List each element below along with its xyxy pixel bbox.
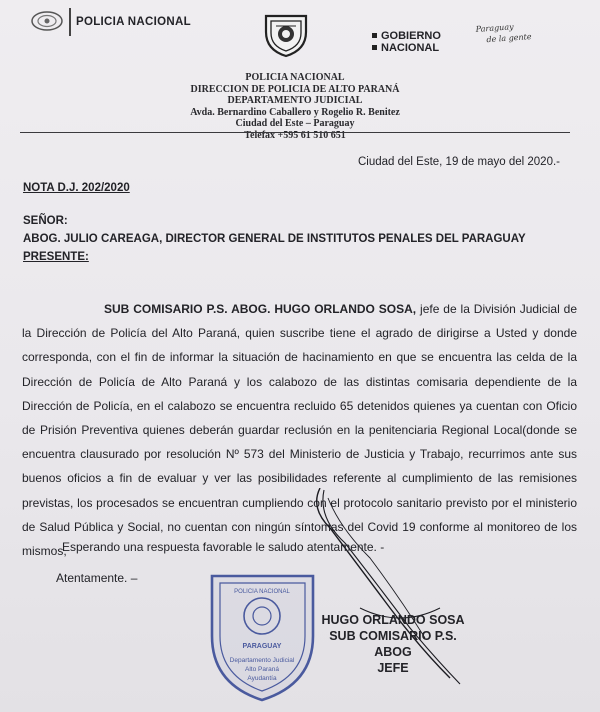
slogan-line-2: de la gente [486,32,532,45]
stamp-line-3: Ayudantía [247,675,277,682]
signer-title: JEFE [377,661,409,675]
letterhead-rule [20,132,570,133]
stamp-line-1: Departamento Judicial [229,657,295,664]
header-institution-label: POLICIA NACIONAL [76,16,191,28]
closing-sign-off: Atentamente. – [56,571,138,585]
slogan-logo [475,20,532,46]
letterhead-line-5: Ciudad del Este – Paraguay [235,118,355,130]
letterhead-line-6: Telefax +595 61 510 651 [244,129,346,141]
stamp-line-2: Alto Paraná [245,666,279,673]
letterhead-line-3: DEPARTAMENTO JUDICIAL [227,95,363,107]
letter-date: Ciudad del Este, 19 de mayo del 2020.- [357,156,560,168]
government-line-1: GOBIERNO [381,30,441,42]
letterhead-line-2: DIRECCION DE POLICIA DE ALTO PARANÁ [190,83,400,95]
signer-name: HUGO ORLANDO SOSA [321,613,465,627]
signer-block [313,612,473,676]
addressee: ABOG. JULIO CAREAGA, DIRECTOR GENERAL DE INSTITUTOS PENALES DEL PARAGUAY [23,233,526,245]
sender-name: SUB COMISARIO P.S. ABOG. HUGO ORLANDO SOSA, [104,302,417,316]
salutation: SEÑOR: [23,215,68,227]
header-divider [69,8,71,36]
government-emblem-icon [30,10,64,32]
government-label [372,30,441,54]
police-crest-icon [262,12,310,58]
letter-body-text: jefe de la División Judicial de la Dirección de Policía del Alto Paraná, quien suscribe tiene el agrado de dirigirse a Usted y donde corresponda, con el fin de informar la situación de hacinamiento en que se encuentra las celda de la Dirección de Policía de Alto Paraná y los calabozo de las distintas comisaria dependiente de la Dirección de Policía, en el calabozo se encuentra recluido 65 detenidos quienes ya cuentan con Oficio de Prisión Preventiva quienes deberán guardar reclusión en la penitenciaria Regional Local(donde se encuentra clausurado por resolución Nº 573 del Ministerio de Justicia y Trabajo, recurrimos ante sus buenos oficios a fin de evaluar y ver las posibilidades referente al cumplimiento de las remisiones previstas, los procesados se encuentran cumpliendo con el protocolo sanitario previsto por el ministerio de Salud Pública y Social, no cuentan con ningún síntomas del Covid 19 conforme al monitoreo de los mismos, [22,302,577,559]
letterhead-line-1: POLICIA NACIONAL [245,72,345,83]
closing-remark: Esperando una respuesta favorable le saludo atentamente. - [62,540,385,554]
stamp-top-text: POLICIA NACIONAL [234,589,290,595]
letterhead-line-4: Avda. Bernardino Caballero y Rogelio R. Benitez [190,106,400,118]
letter-reference: NOTA D.J. 202/2020 [23,182,130,194]
government-line-2: NACIONAL [381,42,440,54]
slogan-line-1: Paraguay [475,22,514,34]
stamp-country: PARAGUAY [242,643,282,650]
signer-rank: SUB COMISARIO P.S. ABOG [329,629,457,659]
presente-label: PRESENTE: [23,251,89,263]
